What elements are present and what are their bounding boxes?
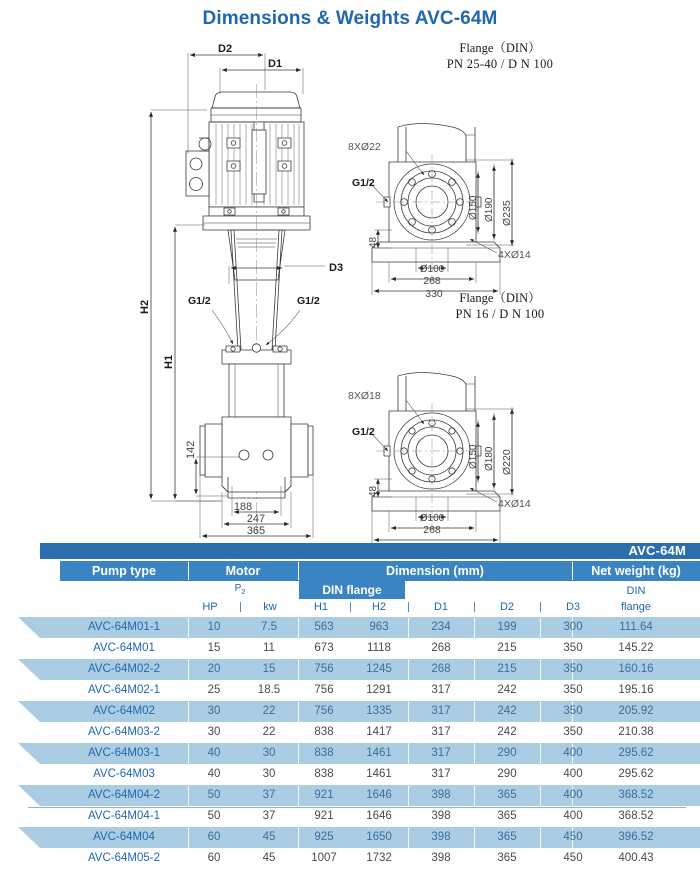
cell-hp: 40 (207, 747, 221, 759)
cell-d2: 215 (497, 642, 517, 654)
cell-d2: 290 (497, 768, 517, 780)
flange-bottom-caption-line1: Flange（DIN） (459, 291, 541, 305)
dim-188: 188 (233, 501, 253, 513)
table-row (0, 785, 700, 806)
cell-hp: 30 (207, 705, 221, 717)
flange-top-caption-line1: Flange（DIN） (459, 41, 541, 55)
cell-h1: 1007 (311, 852, 337, 864)
cell-type: AVC-64M02-1 (87, 684, 160, 696)
cell-hp: 25 (207, 684, 221, 696)
cell-d3: 350 (563, 642, 583, 654)
din-flange-chip: DIN flange (299, 581, 405, 599)
label-d2: D2 (218, 43, 233, 55)
cell-h1: 838 (314, 726, 334, 738)
cell-kw: 11 (263, 642, 275, 654)
cell-hp: 50 (207, 789, 221, 801)
sub-header-d2: D2 (499, 601, 515, 613)
flange-bottom-d220: Ø220 (501, 449, 513, 475)
cell-d3: 400 (563, 789, 583, 801)
flange-top-base-note: 4XØ14 (498, 249, 531, 261)
cell-type: AVC-64M01 (93, 642, 155, 654)
cell-type: AVC-64M03 (93, 768, 155, 780)
cell-d1: 268 (431, 642, 451, 654)
model-badge: AVC-64M (628, 543, 686, 558)
cell-d3: 400 (563, 810, 583, 822)
cell-h2: 1245 (366, 663, 392, 675)
cell-hp: 15 (207, 642, 221, 654)
cell-d1: 234 (431, 621, 451, 633)
header-motor: Motor (225, 564, 261, 578)
cell-hp: 10 (207, 621, 221, 633)
header-dimension: Dimension (mm) (386, 564, 484, 578)
cell-d1: 398 (431, 831, 451, 843)
cell-d1: 398 (431, 810, 451, 822)
table-sub-header (0, 581, 700, 617)
cell-kw: 7.5 (261, 621, 277, 633)
cell-h2: 1417 (366, 726, 392, 738)
cell-d1: 317 (431, 726, 451, 738)
cell-kw: 18.5 (257, 684, 281, 696)
sub-header-weight-din: DIN (626, 585, 646, 597)
dim-247: 247 (246, 513, 266, 525)
table-row (0, 848, 700, 869)
cell-d1: 317 (431, 684, 451, 696)
cell-type: AVC-64M05-2 (87, 852, 160, 864)
cell-d3: 350 (563, 726, 583, 738)
flange-top-48: 48 (368, 236, 379, 248)
cell-d1: 317 (431, 768, 451, 780)
sub-header-weight-flange: flange (621, 601, 651, 613)
cell-h1: 838 (314, 768, 334, 780)
cell-kw: 45 (262, 831, 276, 843)
cell-type: AVC-64M04 (93, 831, 155, 843)
cell-type: AVC-64M01-1 (87, 621, 160, 633)
cell-d3: 350 (563, 705, 583, 717)
flange-top-caption-line2: PN 25-40 / D N 100 (446, 57, 554, 71)
cell-hp: 60 (207, 831, 221, 843)
flange-bottom-base-note: 4XØ14 (498, 498, 531, 510)
drawing-svg (0, 34, 700, 537)
table-row (0, 617, 700, 638)
cell-d1: 398 (431, 852, 451, 864)
cell-weight: 205.92 (618, 705, 654, 717)
cell-d3: 400 (563, 747, 583, 759)
table-row (0, 701, 700, 722)
cell-type: AVC-64M02 (93, 705, 155, 717)
cell-h1: 921 (314, 810, 334, 822)
sub-header-kw: kw (263, 601, 277, 613)
cell-h2: 1461 (366, 747, 392, 759)
cell-d2: 365 (497, 789, 517, 801)
cell-d2: 365 (497, 852, 517, 864)
cell-kw: 30 (262, 768, 276, 780)
cell-d3: 350 (563, 684, 583, 696)
cell-d2: 290 (497, 747, 517, 759)
cell-weight: 295.62 (618, 747, 654, 759)
flange-bottom-bolt-note: 8XØ18 (348, 390, 381, 402)
cell-weight: 400.43 (618, 852, 654, 864)
cell-d1: 317 (431, 747, 451, 759)
cell-h2: 1291 (366, 684, 392, 696)
table-group-header-band (0, 561, 700, 581)
cell-h2: 1335 (366, 705, 392, 717)
sub-header-h1: H1 (313, 601, 329, 613)
flange-top-d190: Ø190 (484, 197, 495, 222)
label-g12-right: G1/2 (297, 295, 320, 307)
specifications-table (0, 543, 700, 864)
cell-h2: 1646 (366, 810, 392, 822)
table-row (0, 743, 700, 764)
sub-header-hp: HP (202, 601, 218, 613)
cell-d1: 317 (431, 705, 451, 717)
cell-h1: 838 (314, 747, 334, 759)
cell-d3: 400 (563, 768, 583, 780)
cell-h1: 756 (314, 663, 334, 675)
table-body (0, 617, 700, 869)
flange-bottom-48: 48 (368, 485, 379, 497)
cell-kw: 37 (262, 789, 276, 801)
cell-hp: 50 (207, 810, 221, 822)
cell-h2: 1461 (366, 768, 392, 780)
cell-h2: 1646 (366, 789, 392, 801)
cell-kw: 22 (262, 726, 276, 738)
cell-h2: 1650 (366, 831, 392, 843)
cell-kw: 30 (262, 747, 276, 759)
label-h2: H2 (139, 299, 151, 314)
cell-h2: 1118 (367, 642, 391, 654)
cell-kw: 15 (262, 663, 276, 675)
cell-weight: 368.52 (618, 810, 654, 822)
cell-kw: 37 (262, 810, 276, 822)
cell-type: AVC-64M04-1 (87, 810, 160, 822)
label-h1: H1 (163, 354, 175, 369)
cell-d2: 199 (497, 621, 517, 633)
cell-d2: 242 (497, 726, 517, 738)
cell-type: AVC-64M02-2 (87, 663, 160, 675)
cell-hp: 30 (207, 726, 221, 738)
label-d1: D1 (268, 58, 283, 70)
cell-d3: 450 (563, 831, 583, 843)
label-d3: D3 (329, 262, 344, 274)
table-row (0, 638, 700, 659)
cell-h1: 756 (314, 705, 334, 717)
cell-hp: 20 (207, 663, 221, 675)
table-row (0, 827, 700, 848)
cell-h1: 925 (314, 831, 334, 843)
dim-142: 142 (185, 440, 197, 459)
table-row (0, 659, 700, 680)
flange-top-d150: Ø150 (468, 195, 479, 220)
cell-d2: 215 (497, 663, 517, 675)
cell-type: AVC-64M03-1 (87, 747, 160, 759)
sub-header-d3: D3 (565, 601, 581, 613)
flange-top-d235: Ø235 (501, 200, 513, 226)
cell-h1: 756 (314, 684, 334, 696)
table-row (0, 764, 700, 785)
cell-weight: 195.16 (618, 684, 654, 696)
cell-weight: 368.52 (618, 789, 654, 801)
cell-d2: 365 (497, 831, 517, 843)
cell-hp: 60 (207, 852, 221, 864)
flange-bottom-d180: Ø180 (484, 446, 495, 471)
table-row (0, 680, 700, 701)
cell-h2: 1732 (366, 852, 392, 864)
sub-header-d1: D1 (433, 601, 449, 613)
cell-kw: 45 (262, 852, 276, 864)
header-net-weight: Net weight (kg) (591, 564, 681, 578)
cell-d3: 300 (563, 621, 583, 633)
cell-kw: 22 (262, 705, 276, 717)
sub-header-p2: $P_2$ (234, 583, 246, 596)
cell-d3: 350 (563, 663, 583, 675)
cell-h1: 921 (314, 789, 334, 801)
flange-top-268: 268 (423, 275, 441, 287)
cell-weight: 145.22 (618, 642, 654, 654)
technical-drawing-area (0, 34, 700, 537)
sub-header-h2: H2 (371, 601, 387, 613)
table-row (0, 722, 700, 743)
cell-weight: 160.16 (618, 663, 654, 675)
flange-bottom-268: 268 (423, 524, 441, 536)
cell-weight: 111.64 (619, 621, 653, 633)
cell-weight: 295.62 (618, 768, 654, 780)
cell-weight: 396.52 (618, 831, 654, 843)
cell-h1: 673 (314, 642, 334, 654)
cell-d1: 398 (431, 789, 451, 801)
cell-h1: 563 (314, 621, 334, 633)
cell-h2: 963 (369, 621, 389, 633)
dim-365: 365 (246, 525, 266, 537)
flange-top-g12: G1/2 (352, 177, 375, 189)
flange-bottom-caption-line2: PN 16 / D N 100 (455, 307, 545, 321)
flange-top-bolt-note: 8XØ22 (348, 141, 381, 153)
flange-bottom-d150: Ø150 (468, 444, 479, 469)
cell-d1: 268 (431, 663, 451, 675)
label-g12-left: G1/2 (188, 295, 211, 307)
cell-weight: 210.38 (618, 726, 654, 738)
table-model-band (0, 543, 700, 559)
flange-top-d100: Ø100 (419, 264, 445, 275)
flange-bottom-g12: G1/2 (352, 426, 375, 438)
cell-type: AVC-64M03-2 (87, 726, 160, 738)
flange-top-330: 330 (425, 288, 443, 300)
table-bottom-rule (28, 807, 686, 808)
flange-bottom-d100: Ø100 (419, 513, 445, 524)
cell-d2: 365 (497, 810, 517, 822)
cell-d3: 450 (563, 852, 583, 864)
cell-d2: 242 (497, 705, 517, 717)
page-title: Dimensions & Weights AVC-64M (202, 8, 498, 29)
cell-d2: 242 (497, 684, 517, 696)
cell-type: AVC-64M04-2 (87, 789, 160, 801)
header-pump-type: Pump type (92, 564, 156, 578)
cell-hp: 40 (207, 768, 221, 780)
table-row (0, 806, 700, 827)
